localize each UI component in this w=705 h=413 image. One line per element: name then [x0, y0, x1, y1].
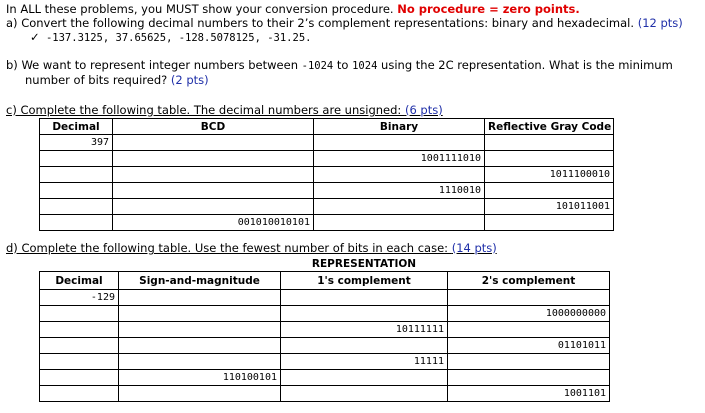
table-d-header: Decimal: [40, 272, 119, 290]
table-d-group-row: [40, 256, 610, 272]
question-a-points: (12 pts): [637, 16, 683, 30]
table-cell[interactable]: [40, 183, 113, 199]
question-d-text: d) Complete the following table. Use the fewest number of bits in each case:: [6, 241, 452, 255]
table-cell[interactable]: [448, 354, 610, 370]
question-b-text: b) We want to represent integer numbers between: [6, 58, 302, 72]
table-cell[interactable]: [113, 183, 314, 199]
question-d: [6, 241, 497, 255]
warning-text: No procedure = zero points.: [397, 2, 580, 16]
table-cell[interactable]: 01101011: [448, 338, 610, 354]
table-cell[interactable]: [281, 290, 448, 306]
table-d-header-row: [40, 272, 610, 290]
table-cell[interactable]: [113, 135, 314, 151]
question-b-text-end: using the 2C representation. What is the minimum: [377, 58, 673, 72]
table-row: [40, 322, 610, 338]
table-d-header: Sign-and-magnitude: [119, 272, 281, 290]
table-cell[interactable]: [40, 199, 113, 215]
table-cell[interactable]: [40, 354, 119, 370]
question-b-text2: number of bits required?: [25, 73, 171, 87]
table-d-group-header: REPRESENTATION: [119, 256, 610, 272]
table-cell[interactable]: [40, 151, 113, 167]
table-cell[interactable]: [119, 354, 281, 370]
table-cell[interactable]: 10111111: [281, 322, 448, 338]
table-cell[interactable]: [448, 322, 610, 338]
table-cell[interactable]: [40, 215, 113, 231]
table-c-header: Reflective Gray Code: [485, 119, 614, 135]
table-cell[interactable]: [40, 322, 119, 338]
table-cell[interactable]: 1011100010: [485, 167, 614, 183]
table-cell[interactable]: [113, 151, 314, 167]
table-cell[interactable]: [119, 290, 281, 306]
table-cell[interactable]: [40, 338, 119, 354]
table-row: [40, 386, 610, 402]
table-row: [40, 354, 610, 370]
table-row: [40, 306, 610, 322]
table-cell[interactable]: [448, 370, 610, 386]
table-cell[interactable]: [40, 306, 119, 322]
table-cell[interactable]: [314, 167, 485, 183]
table-cell[interactable]: [485, 135, 614, 151]
table-cell[interactable]: 1110010: [314, 183, 485, 199]
table-cell[interactable]: [40, 167, 113, 183]
question-c-points: (6 pts): [404, 103, 443, 117]
table-row: [40, 199, 614, 215]
table-row: [40, 151, 614, 167]
table-cell[interactable]: [448, 290, 610, 306]
table-cell[interactable]: [485, 215, 614, 231]
table-cell[interactable]: [485, 151, 614, 167]
question-c: [6, 103, 443, 117]
table-cell[interactable]: 1001101: [448, 386, 610, 402]
table-cell[interactable]: [281, 386, 448, 402]
question-b-mid: to: [333, 58, 353, 72]
table-c-header: BCD: [113, 119, 314, 135]
question-b-points: (2 pts): [170, 73, 209, 87]
question-b-line2: [25, 73, 209, 87]
question-a-text: a) Convert the following decimal numbers to their 2’s complement representations: binary and hexadecimal.: [6, 16, 638, 30]
question-a-numbers-line: [30, 30, 311, 44]
table-cell[interactable]: 101011001: [485, 199, 614, 215]
table-cell[interactable]: [314, 215, 485, 231]
table-d-header: 2's complement: [448, 272, 610, 290]
table-cell[interactable]: [281, 338, 448, 354]
table-row: [40, 215, 614, 231]
table-cell[interactable]: [40, 370, 119, 386]
table-cell[interactable]: [281, 370, 448, 386]
table-cell[interactable]: [113, 167, 314, 183]
table-c: [39, 118, 614, 231]
table-c-header-row: [40, 119, 614, 135]
question-b-upper: 1024: [352, 60, 378, 72]
table-cell[interactable]: 001010010101: [113, 215, 314, 231]
table-cell[interactable]: [119, 386, 281, 402]
table-row: [40, 167, 614, 183]
table-c-header: Binary: [314, 119, 485, 135]
table-row: [40, 290, 610, 306]
table-cell[interactable]: -129: [40, 290, 119, 306]
table-cell[interactable]: 397: [40, 135, 113, 151]
intro-line: [6, 2, 580, 16]
table-cell[interactable]: 1000000000: [448, 306, 610, 322]
table-d-header: 1's complement: [281, 272, 448, 290]
question-a-numbers: -137.3125, 37.65625, -128.5078125, -31.25.: [39, 32, 312, 44]
table-cell[interactable]: 1001111010: [314, 151, 485, 167]
table-cell[interactable]: [113, 199, 314, 215]
table-cell[interactable]: [119, 322, 281, 338]
question-b-line1: [6, 58, 673, 72]
table-row: [40, 183, 614, 199]
table-cell[interactable]: [119, 306, 281, 322]
table-cell[interactable]: [485, 183, 614, 199]
table-cell[interactable]: 110100101: [119, 370, 281, 386]
table-cell[interactable]: [281, 306, 448, 322]
intro-text: In ALL these problems, you MUST show your conversion procedure.: [6, 2, 398, 16]
question-d-points: (14 pts): [451, 241, 497, 255]
question-b-lower: -1024: [301, 60, 334, 72]
table-cell[interactable]: 11111: [281, 354, 448, 370]
table-row: [40, 338, 610, 354]
checkmark-icon: ✓: [30, 30, 40, 44]
question-c-text: c) Complete the following table. The decimal numbers are unsigned:: [6, 103, 405, 117]
question-a: [6, 16, 683, 30]
table-row: [40, 135, 614, 151]
table-cell[interactable]: [40, 386, 119, 402]
table-cell[interactable]: [314, 199, 485, 215]
table-cell[interactable]: [119, 338, 281, 354]
table-d: [39, 256, 610, 402]
table-c-header: Decimal: [40, 119, 113, 135]
table-cell[interactable]: [314, 135, 485, 151]
table-row: [40, 370, 610, 386]
